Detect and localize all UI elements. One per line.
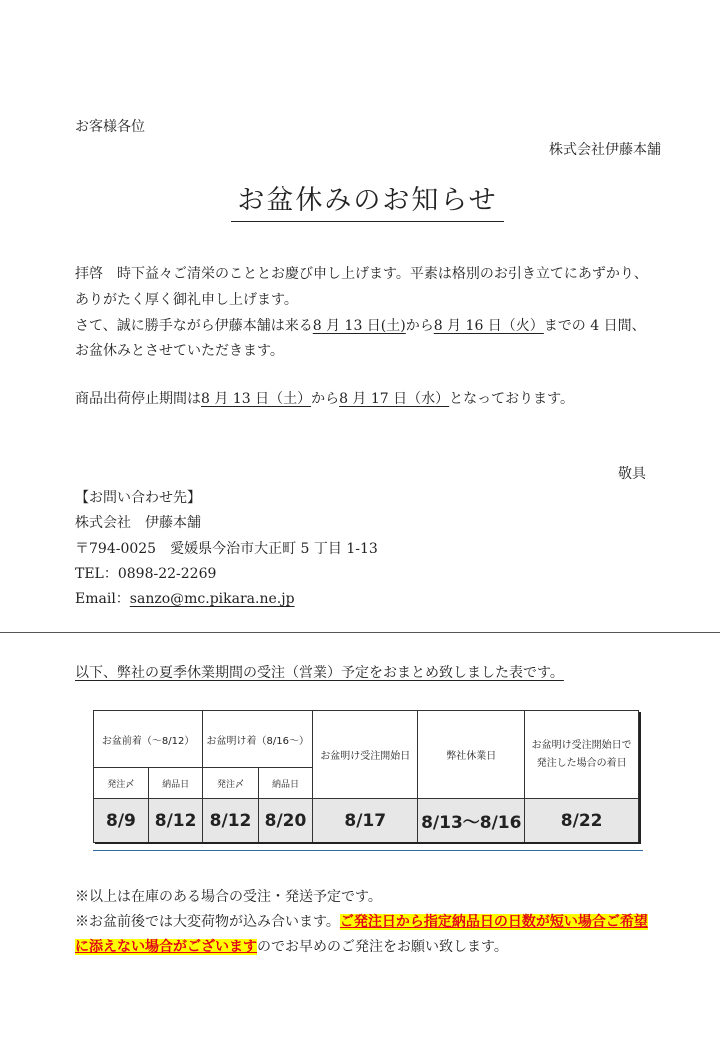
- header-ship-note: お盆明け受注開始日で発注した場合の着日: [525, 711, 639, 799]
- holiday-mid: から: [405, 318, 434, 334]
- contact-header: 【お問い合わせ先】: [75, 490, 201, 506]
- recipient: お客様各位: [75, 119, 145, 135]
- shipping-end: 8 月 17 日（水）: [339, 391, 450, 407]
- email-label: Email：: [75, 591, 130, 607]
- holiday-line2: お盆休みとさせていただきます。: [75, 343, 284, 359]
- note2-suffix: のでお早めのご発注をお願い致します。: [257, 939, 508, 955]
- shipping-suffix: となっております。: [449, 391, 575, 407]
- shipping-prefix: 商品出荷停止期間は: [75, 391, 201, 407]
- value-order1: 8/9: [94, 799, 149, 843]
- note2-prefix: ※お盆前後では大変荷物が込み合います。: [75, 914, 340, 930]
- header-order-start: お盆明け受注開始日: [313, 711, 418, 799]
- value-deliver1: 8/12: [148, 799, 202, 843]
- sender: 株式会社伊藤本舗: [549, 142, 661, 158]
- holiday-start: 8 月 13 日(土): [312, 318, 406, 334]
- table-shadow-right: [639, 712, 641, 844]
- note2-line1: [75, 911, 648, 931]
- schedule-table: [93, 710, 639, 843]
- contact-company: 株式会社 伊藤本舗: [75, 515, 201, 531]
- shipping-mid: から: [311, 391, 340, 407]
- holiday-prefix: さて、誠に勝手ながら伊藤本舗は来る: [75, 318, 313, 334]
- value-deliver2: 8/20: [258, 799, 312, 843]
- note2-highlight1: ご発注日から指定納品日の日数が短い場合ご希望: [339, 914, 648, 930]
- page-title: お盆休みのお知らせ: [231, 178, 504, 222]
- note2-line2: [75, 936, 508, 956]
- email-link[interactable]: sanzo@mc.pikara.ne.jp: [129, 591, 295, 607]
- header-after: お盆明け着（8/16～）: [203, 711, 313, 768]
- table-shadow-bottom: [95, 842, 641, 844]
- value-order-start: 8/17: [313, 799, 418, 843]
- holiday-suffix: までの 4 日間、: [543, 318, 646, 334]
- contact-tel: TEL：0898-22-2269: [75, 566, 217, 582]
- holiday-line: [75, 315, 646, 335]
- shipping-line: [75, 388, 574, 408]
- value-arrival: 8/22: [525, 799, 639, 843]
- note1: ※以上は在庫のある場合の受注・発送予定です。: [75, 889, 382, 905]
- contact-address: 〒794-0025 愛媛県今治市大正町 5 丁目 1-13: [75, 541, 378, 557]
- section-divider: [0, 632, 720, 633]
- greeting-line2: ありがたく厚く御礼申し上げます。: [75, 292, 298, 308]
- header-before: お盆前着（～8/12）: [94, 711, 203, 768]
- sub-deliver2: 納品日: [258, 768, 312, 799]
- value-order2: 8/12: [203, 799, 258, 843]
- schedule-intro: 以下、弊社の夏季休業期間の受注（営業）予定をおまとめ致しました表です。: [75, 665, 564, 681]
- shipping-start: 8 月 13 日（土）: [201, 391, 312, 407]
- holiday-end: 8 月 16 日（火）: [433, 318, 544, 334]
- note2-highlight2: に添えない場合がございます: [75, 939, 257, 955]
- sub-deliver1: 納品日: [148, 768, 202, 799]
- value-closed: 8/13～8/16: [418, 799, 525, 843]
- closing: 敬具: [618, 466, 646, 482]
- sub-order2: 発注〆: [203, 768, 258, 799]
- sub-order1: 発注〆: [94, 768, 149, 799]
- greeting-line1: 拝啓 時下益々ご清栄のこととお慶び申し上げます。平素は格別のお引き立てにあずかり、: [75, 266, 648, 282]
- table-underline: [93, 850, 643, 851]
- header-closed: 弊社休業日: [418, 711, 525, 799]
- contact-email-line: [75, 588, 295, 608]
